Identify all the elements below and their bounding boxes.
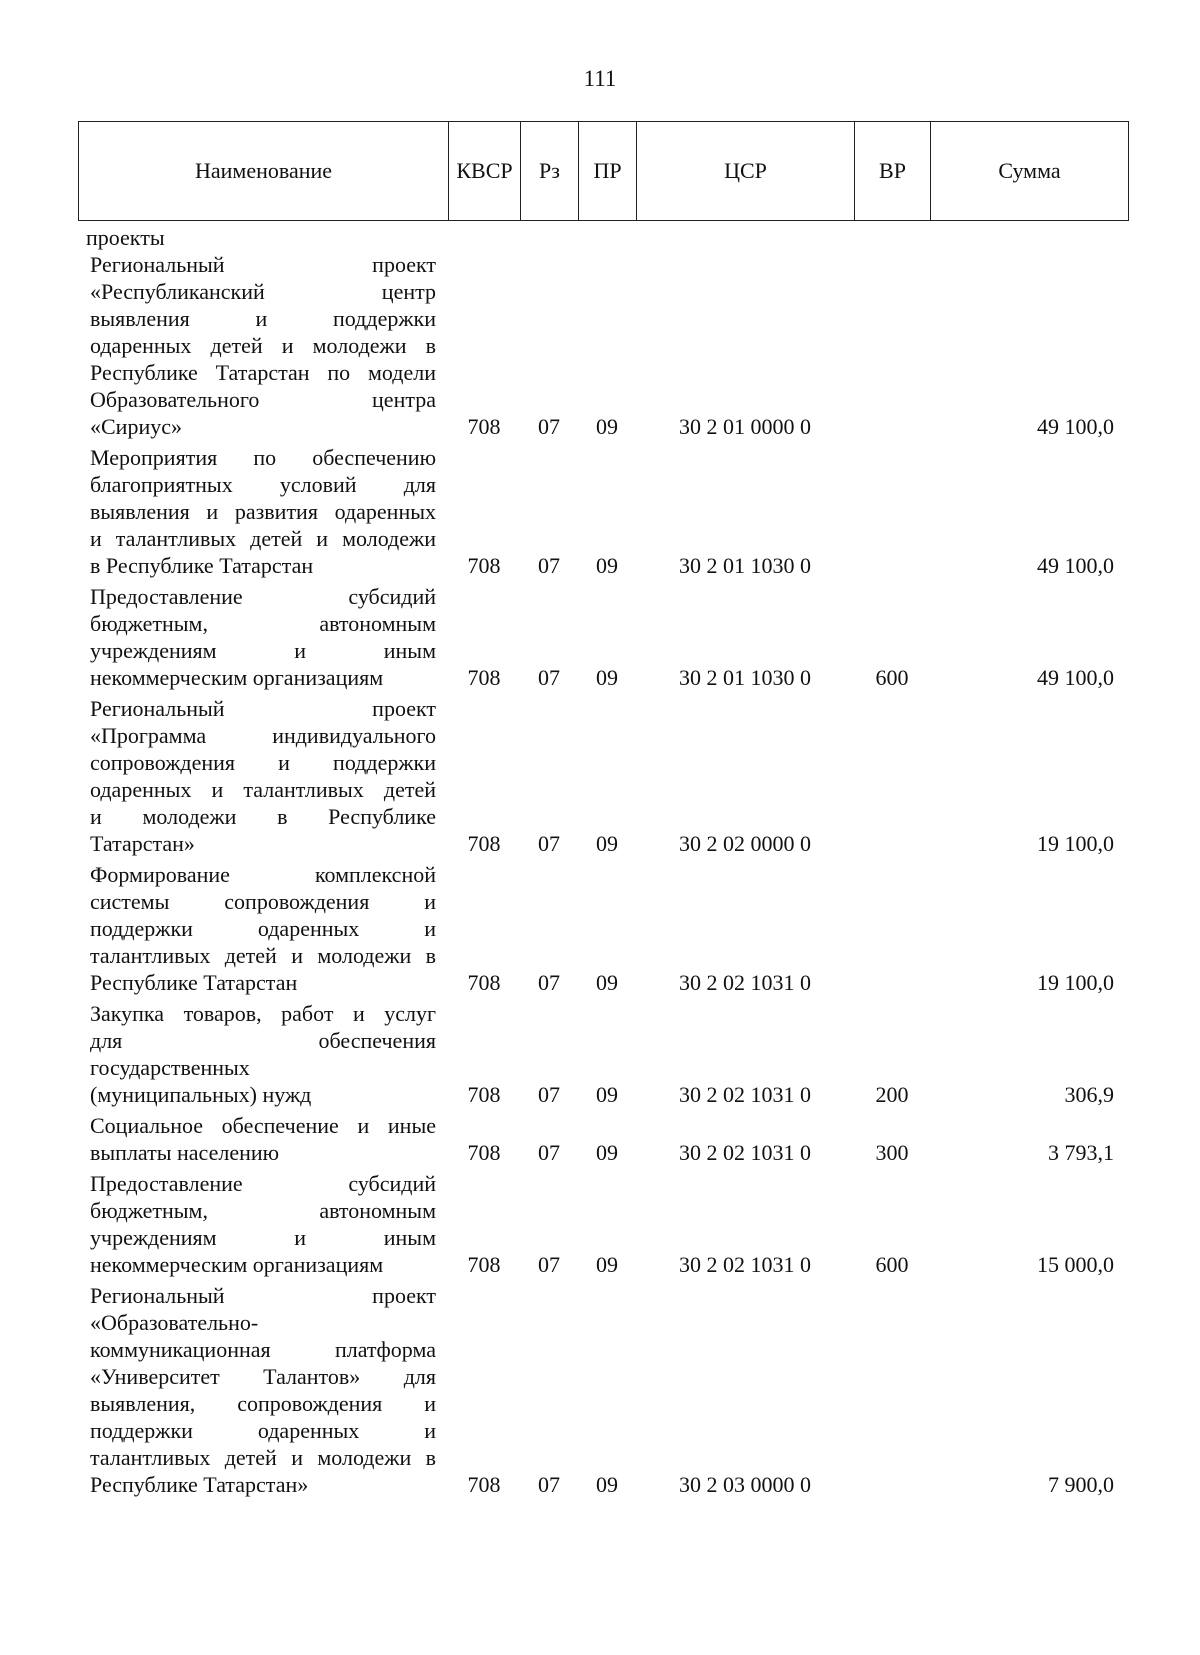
table-row <box>78 1282 1128 1498</box>
row-pr: 09 <box>596 414 618 439</box>
row-vr <box>854 251 930 440</box>
row-vr: 600 <box>875 1252 909 1277</box>
row-kvsr: 708 <box>467 1140 501 1165</box>
row-sum: 49 100,0 <box>1037 553 1114 578</box>
row-name-line: Региональный проект <box>90 1283 436 1308</box>
row-pr: 09 <box>596 553 618 578</box>
row-vr <box>854 1282 930 1498</box>
row-spacer-cell <box>78 1498 1128 1502</box>
row-vr: 200 <box>875 1082 909 1107</box>
row-vr <box>854 695 930 857</box>
row-name-line: одаренных и талантливых детей <box>90 777 436 802</box>
page-number: 111 <box>583 66 617 91</box>
row-name-line: «Университет Талантов» для <box>90 1364 436 1389</box>
row-vr <box>854 444 930 579</box>
row-name-line: Региональный проект <box>90 696 436 721</box>
row-pr: 09 <box>596 1252 618 1277</box>
row-kvsr: 708 <box>467 970 501 995</box>
row-name <box>78 251 448 440</box>
row-name-line: Формирование комплексной <box>90 862 436 887</box>
row-name-line: выявления и поддержки <box>90 306 436 331</box>
row-kvsr: 708 <box>467 553 501 578</box>
header-csr: ЦСР <box>637 122 855 221</box>
row-name-line: Социальное обеспечение и иные <box>90 1113 436 1138</box>
row-kvsr: 708 <box>467 831 501 856</box>
row-pr: 09 <box>596 665 618 690</box>
table-row <box>78 861 1128 996</box>
row-name-line: системы сопровождения и <box>90 889 436 914</box>
row-csr: 30 2 01 1030 0 <box>679 665 811 690</box>
table-row <box>78 583 1128 691</box>
row-name-line: для обеспечения <box>90 1028 436 1053</box>
row-name-line: талантливых детей и молодежи в <box>90 943 436 968</box>
row-kvsr: 708 <box>467 1472 501 1497</box>
row-name <box>78 583 448 691</box>
row-kvsr: 708 <box>467 665 501 690</box>
row-name-line: Республике Татарстан <box>90 970 298 995</box>
row-csr: 30 2 02 0000 0 <box>679 831 811 856</box>
row-name-line: «Сириус» <box>90 414 182 439</box>
row-name-line: выявления и развития одаренных <box>90 499 436 524</box>
row-csr: 30 2 02 1031 0 <box>679 1082 811 1107</box>
header-sum: Сумма <box>931 122 1129 221</box>
row-name-line: выявления, сопровождения и <box>90 1391 436 1416</box>
row-kvsr: 708 <box>467 1252 501 1277</box>
row-name-line: и талантливых детей и молодежи <box>90 526 436 551</box>
row-name-line: «Программа индивидуального <box>90 723 436 748</box>
row-rz: 07 <box>538 414 560 439</box>
row-kvsr: 708 <box>467 414 501 439</box>
row-csr: 30 2 03 0000 0 <box>679 1472 811 1497</box>
row-sum: 49 100,0 <box>1037 414 1114 439</box>
table-row <box>78 1000 1128 1108</box>
row-name <box>78 861 448 996</box>
row-name-line: Республике Татарстан по модели <box>90 360 436 385</box>
row-spacer <box>78 1498 1128 1502</box>
row-sum: 19 100,0 <box>1037 970 1114 995</box>
header-vr: ВР <box>855 122 931 221</box>
row-kvsr: 708 <box>467 1082 501 1107</box>
row-name <box>78 1282 448 1498</box>
row-name-line: Предоставление субсидий <box>90 584 436 609</box>
row-sum: 19 100,0 <box>1037 831 1114 856</box>
row-rz: 07 <box>538 1140 560 1165</box>
row-csr: 30 2 01 0000 0 <box>679 414 811 439</box>
row-name-line: благоприятных условий для <box>90 472 436 497</box>
row-name-line: Татарстан» <box>90 831 195 856</box>
row-pr: 09 <box>596 1140 618 1165</box>
row-rz: 07 <box>538 831 560 856</box>
row-name-line: бюджетным, автономным <box>90 1198 436 1223</box>
row-name-line: Республике Татарстан» <box>90 1472 309 1497</box>
row-name-line: (муниципальных) нужд <box>90 1082 312 1107</box>
row-name <box>78 444 448 579</box>
row-name <box>78 1170 448 1278</box>
row-name <box>78 1112 448 1166</box>
row-rz: 07 <box>538 665 560 690</box>
row-name-line: некоммерческим организациям <box>90 665 384 690</box>
row-pr: 09 <box>596 970 618 995</box>
row-sum: 3 793,1 <box>1048 1140 1114 1165</box>
table-row <box>78 1112 1128 1166</box>
header-name: Наименование <box>79 122 449 221</box>
row-name-line: бюджетным, автономным <box>90 611 436 636</box>
row-rz: 07 <box>538 1472 560 1497</box>
row-name <box>78 695 448 857</box>
continued-row <box>78 224 1128 251</box>
row-csr: 30 2 02 1031 0 <box>679 1252 811 1277</box>
row-csr: 30 2 02 1031 0 <box>679 970 811 995</box>
row-rz: 07 <box>538 1252 560 1277</box>
row-name-line: в Республике Татарстан <box>90 553 314 578</box>
table-row <box>78 444 1128 579</box>
header-pr: ПР <box>579 122 637 221</box>
continued-text: проекты <box>86 225 165 250</box>
header-rz: Рз <box>521 122 579 221</box>
row-name-line: «Республиканский центр <box>90 279 436 304</box>
row-name-line: Предоставление субсидий <box>90 1171 436 1196</box>
table-row <box>78 1170 1128 1278</box>
row-name-line: поддержки одаренных и <box>90 916 436 941</box>
row-pr: 09 <box>596 1082 618 1107</box>
row-name <box>78 1000 448 1108</box>
row-sum: 306,9 <box>1064 1082 1114 1107</box>
row-name-line: Образовательного центра <box>90 387 436 412</box>
row-name-line: талантливых детей и молодежи в <box>90 1445 436 1470</box>
row-name-line: учреждениям и иным <box>90 1225 436 1250</box>
row-name-line: Мероприятия по обеспечению <box>90 445 436 470</box>
row-csr: 30 2 01 1030 0 <box>679 553 811 578</box>
row-name-line: некоммерческим организациям <box>90 1252 384 1277</box>
row-vr: 300 <box>875 1140 909 1165</box>
row-name-line: коммуникационная платформа <box>90 1337 436 1362</box>
row-sum: 15 000,0 <box>1037 1252 1114 1277</box>
row-pr: 09 <box>596 1472 618 1497</box>
row-rz: 07 <box>538 970 560 995</box>
budget-table <box>78 224 1128 1502</box>
row-name-line: государственных <box>90 1055 250 1080</box>
row-sum: 7 900,0 <box>1048 1472 1114 1497</box>
row-name-line: «Образовательно- <box>90 1310 259 1335</box>
row-name-line: Региональный проект <box>90 252 436 277</box>
table-row <box>78 695 1128 857</box>
row-name-line: сопровождения и поддержки <box>90 750 436 775</box>
row-vr <box>854 861 930 996</box>
row-rz: 07 <box>538 553 560 578</box>
header-kvsr: КВСР <box>449 122 521 221</box>
row-csr: 30 2 02 1031 0 <box>679 1140 811 1165</box>
row-name-line: поддержки одаренных и <box>90 1418 436 1443</box>
table-header <box>78 121 1129 221</box>
row-name-line: одаренных детей и молодежи в <box>90 333 436 358</box>
row-sum: 49 100,0 <box>1037 665 1114 690</box>
row-name-line: Закупка товаров, работ и услуг <box>90 1001 436 1026</box>
row-name-line: учреждениям и иным <box>90 638 436 663</box>
budget-table-body <box>78 224 1128 1502</box>
row-name-line: выплаты населению <box>90 1140 280 1165</box>
table-row <box>78 251 1128 440</box>
row-vr: 600 <box>875 665 909 690</box>
row-pr: 09 <box>596 831 618 856</box>
row-rz: 07 <box>538 1082 560 1107</box>
row-name-line: и молодежи в Республике <box>90 804 436 829</box>
